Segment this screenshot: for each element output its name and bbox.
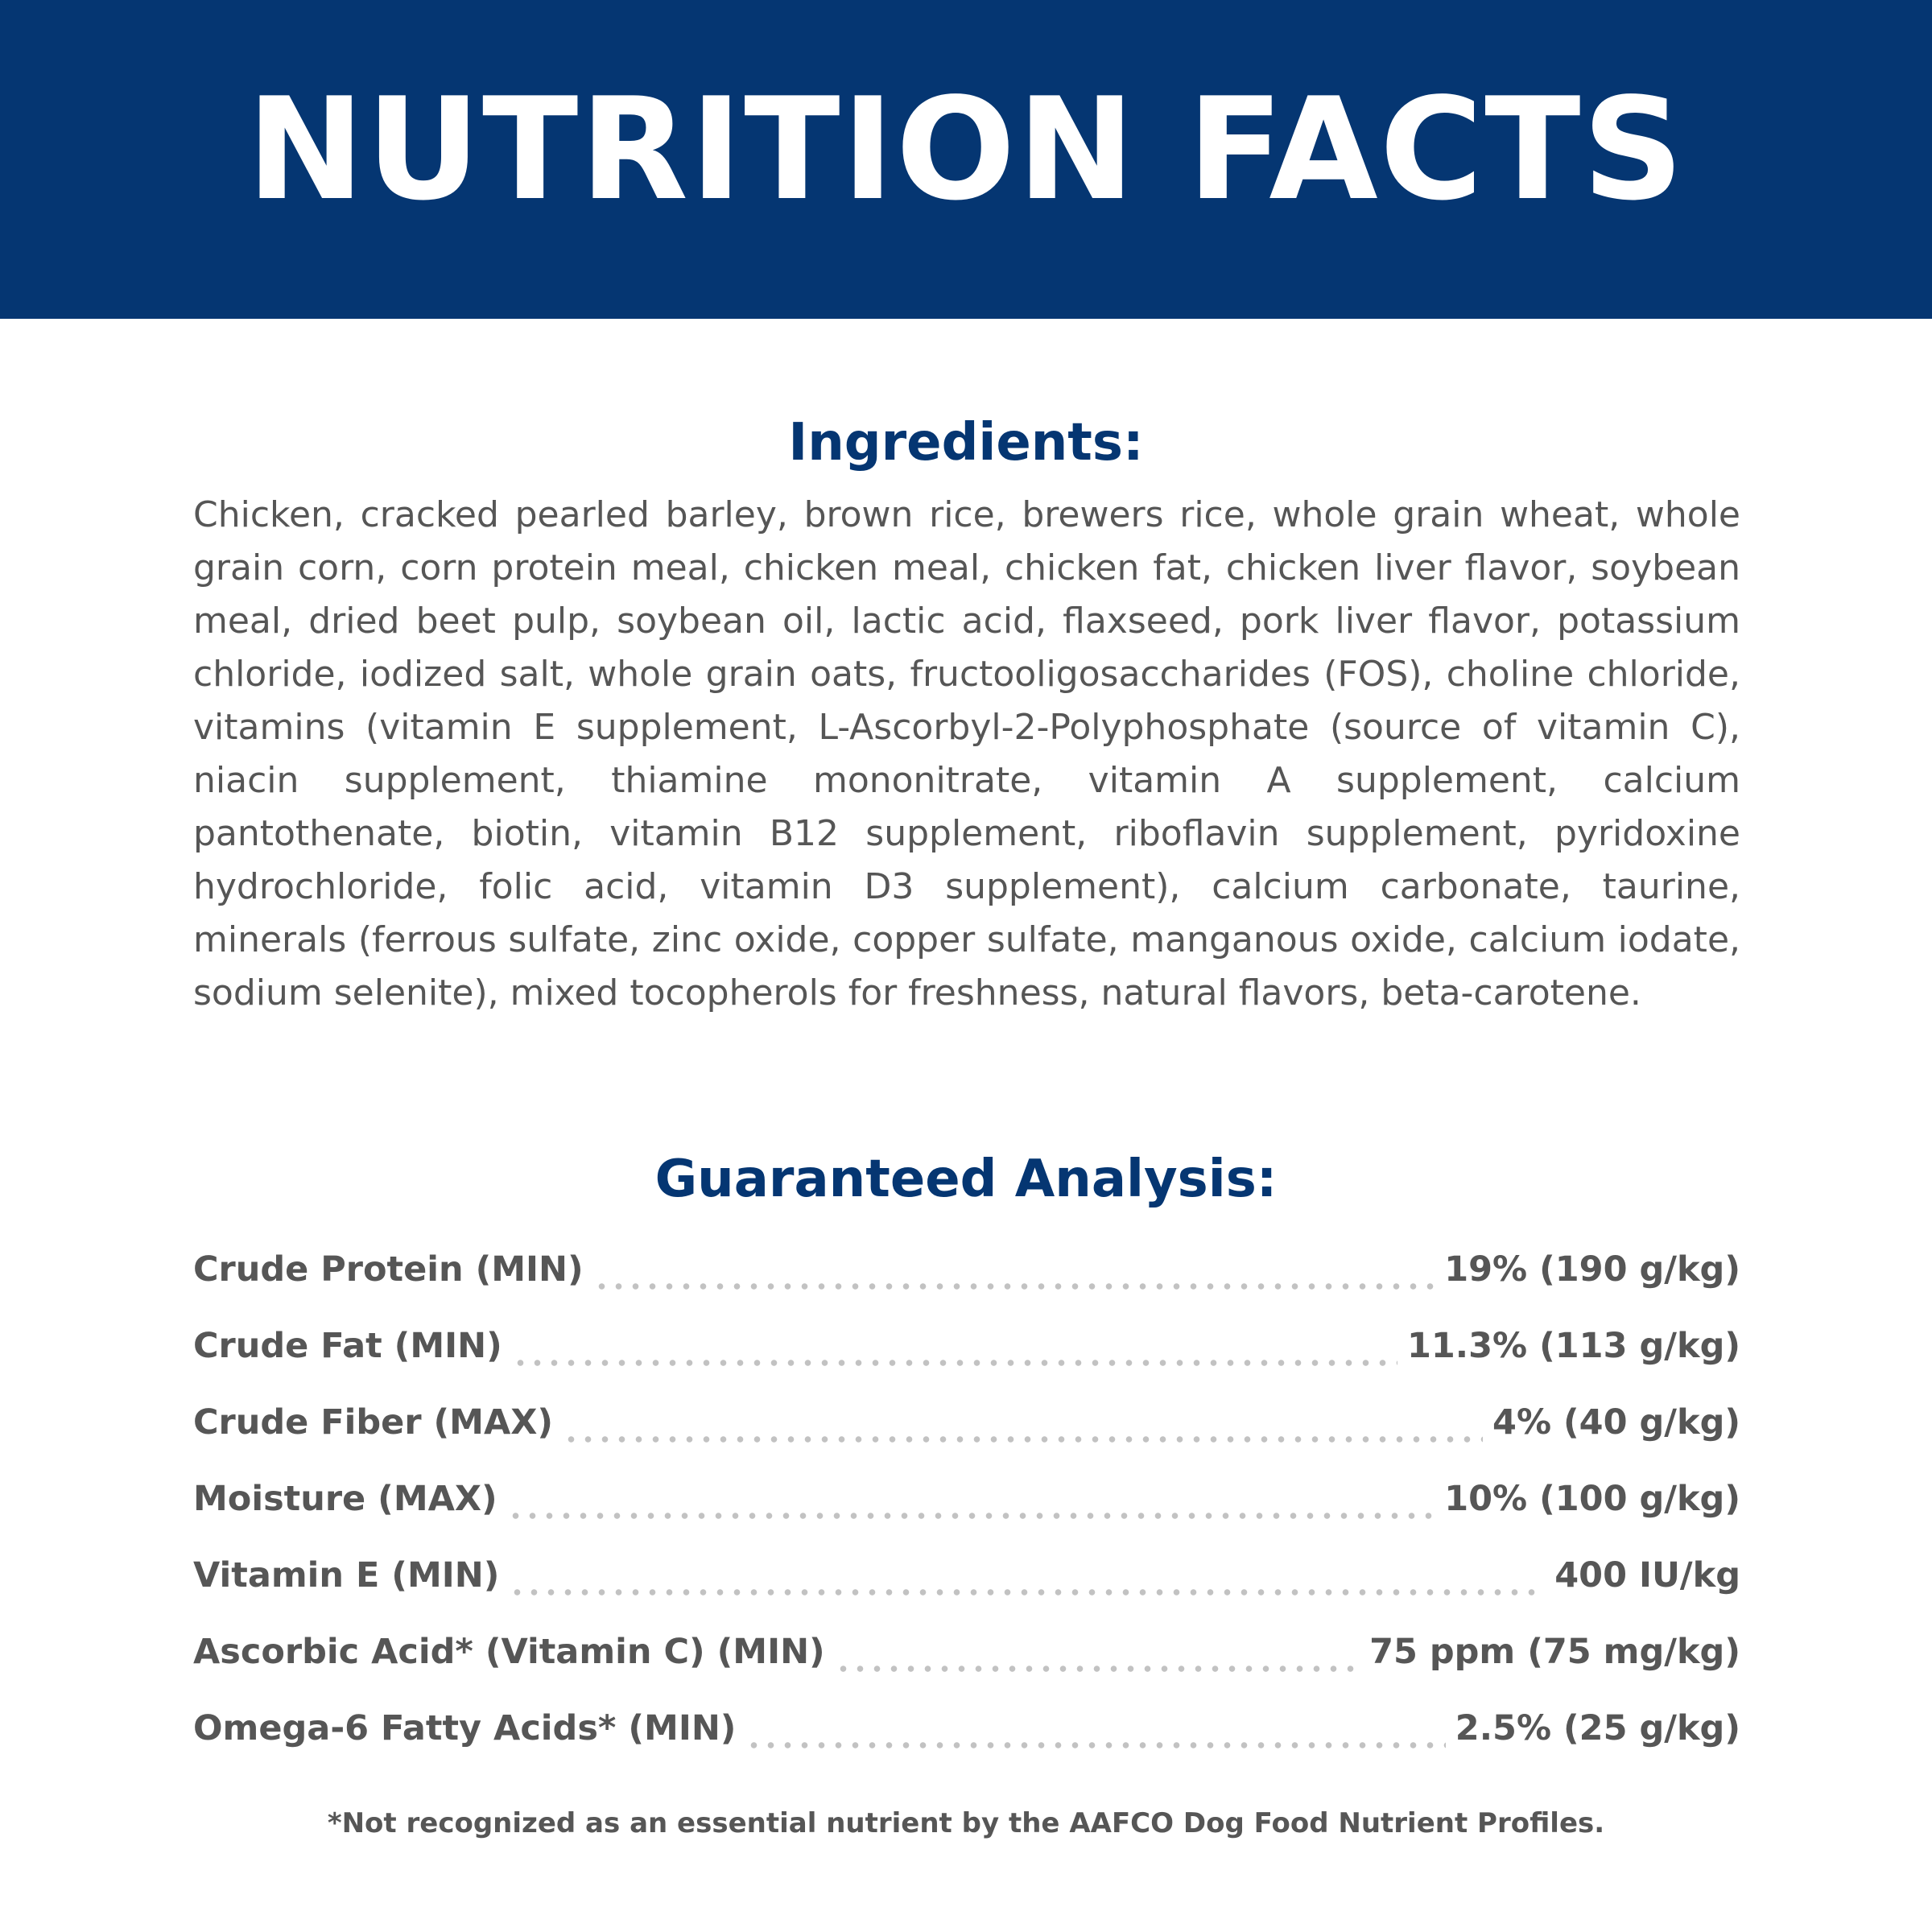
guaranteed-analysis-list	[193, 1245, 1740, 1781]
analysis-label: Moisture (MAX)	[193, 1479, 497, 1519]
analysis-row-crude-fat	[193, 1322, 1740, 1398]
analysis-value: 19% (190 g/kg)	[1444, 1249, 1740, 1290]
guaranteed-analysis-heading: Guaranteed Analysis:	[654, 1150, 1278, 1209]
leader-dots	[512, 1322, 1397, 1370]
footnote: *Not recognized as an essential nutrient by the AAFCO Dog Food Nutrient Profiles.	[327, 1807, 1605, 1839]
leader-dots	[507, 1475, 1435, 1523]
analysis-label: Omega-6 Fatty Acids* (MIN)	[193, 1708, 737, 1748]
analysis-row-vitamin-e	[193, 1551, 1740, 1628]
analysis-value: 75 ppm (75 mg/kg)	[1369, 1632, 1740, 1672]
analysis-value: 10% (100 g/kg)	[1444, 1479, 1740, 1519]
analysis-value: 4% (40 g/kg)	[1492, 1402, 1740, 1443]
analysis-row-crude-protein	[193, 1245, 1740, 1322]
analysis-value: 2.5% (25 g/kg)	[1455, 1708, 1740, 1748]
leader-dots	[835, 1628, 1360, 1676]
analysis-label: Vitamin E (MIN)	[193, 1555, 500, 1596]
analysis-label: Crude Fat (MIN)	[193, 1326, 502, 1366]
analysis-label: Ascorbic Acid* (Vitamin C) (MIN)	[193, 1632, 825, 1672]
leader-dots	[593, 1245, 1435, 1294]
analysis-row-ascorbic-acid	[193, 1628, 1740, 1704]
analysis-value: 400 IU/kg	[1554, 1555, 1740, 1596]
leader-dots	[509, 1551, 1545, 1600]
leader-dots	[745, 1704, 1445, 1752]
header-banner	[0, 0, 1932, 319]
analysis-value: 11.3% (113 g/kg)	[1406, 1326, 1740, 1366]
ingredients-text: Chicken, cracked pearled barley, brown rice, brewers rice, whole grain wheat, whole grain corn, corn protein meal, chicken meal, chicken fat, chicken liver flavor, soybean meal, dried beet pulp, soybean oil, lactic acid, flaxseed, pork liver flavor, potassium chloride, iodized salt, whole grain oats, fructooligosaccharides (FOS), choline chloride, vitamins (vitamin E supplement, L-Ascorbyl-2-Polyphosphate (source of vitamin C), niacin supplement, thiamine mononitrate, vitamin A supplement, calcium pantothenate, biotin, vitamin B12 supplement, riboflavin supplement, pyridoxine hydrochloride, folic acid, vitamin D3 supplement), calcium carbonate, taurine, minerals (ferrous sulfate, zinc oxide, copper sulfate, manganous oxide, calcium iodate, sodium selenite), mixed tocopherols for freshness, natural flavors, beta-carotene.	[193, 494, 1740, 1013]
analysis-label: Crude Protein (MIN)	[193, 1249, 584, 1290]
analysis-row-omega-6	[193, 1704, 1740, 1781]
ingredients-heading: Ingredients:	[788, 413, 1144, 473]
leader-dots	[563, 1398, 1483, 1447]
page-title: NUTRITION FACTS	[246, 68, 1686, 232]
analysis-row-moisture	[193, 1475, 1740, 1551]
analysis-row-crude-fiber	[193, 1398, 1740, 1475]
analysis-label: Crude Fiber (MAX)	[193, 1402, 554, 1443]
